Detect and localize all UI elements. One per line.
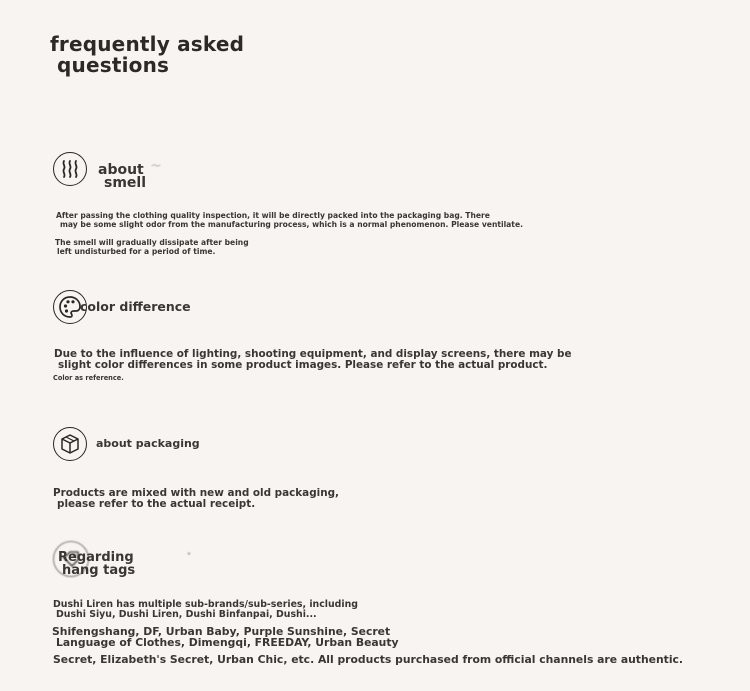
color-paragraph-2: Color as reference. — [53, 374, 124, 382]
page-title-line-2: questions — [57, 53, 170, 77]
tags-paragraph-2-line-2: Language of Clothes, Dimengqi, FREEDAY, Urban Beauty — [56, 636, 399, 649]
smell-paragraph-1-line-1: After passing the clothing quality inspection, it will be directly packed into the packaging bag. There — [56, 211, 490, 220]
section-title-smell-line-2: smell — [104, 175, 147, 191]
tags-paragraph-2 — [52, 626, 399, 648]
packaging-paragraph-1 — [53, 488, 339, 510]
tags-paragraph-1-line-2: Dushi Siyu, Dushi Liren, Dushi Binfanpai, Dushi... — [56, 609, 317, 620]
tags-paragraph-1-line-1: Dushi Liren has multiple sub-brands/sub-series, including — [53, 599, 358, 610]
section-title-hang-tags-line-2: hang tags — [62, 563, 136, 578]
smell-paragraph-2 — [55, 238, 249, 256]
smudge-decoration: ~ — [150, 158, 162, 174]
smell-paragraph-2-line-2: left undisturbed for a period of time. — [57, 247, 216, 256]
smudge-decoration-2: • — [186, 549, 192, 560]
section-title-smell-line-1: about — [98, 162, 144, 178]
section-title-smell — [98, 164, 146, 190]
tags-paragraph-3: Secret, Elizabeth's Secret, Urban Chic, etc. All products purchased from official channels are authentic. — [53, 653, 684, 666]
packaging-paragraph-1-line-1: Products are mixed with new and old packaging, — [53, 487, 339, 499]
tags-paragraph-1 — [53, 600, 358, 620]
tags-paragraph-2-line-1: Shifengshang, DF, Urban Baby, Purple Sunshine, Secret — [52, 625, 391, 638]
packaging-paragraph-1-line-2: please refer to the actual receipt. — [57, 498, 256, 510]
section-title-hang-tags-line-1: Regarding — [58, 550, 134, 565]
color-paragraph-1-line-1: Due to the influence of lighting, shooting equipment, and display screens, there may be — [54, 348, 572, 360]
smell-paragraph-2-line-1: The smell will gradually dissipate after being — [55, 238, 249, 247]
color-paragraph-1 — [54, 349, 572, 371]
section-title-color-difference: color difference — [80, 299, 191, 314]
smell-paragraph-1 — [56, 211, 523, 229]
color-paragraph-1-line-2: slight color differences in some product images. Please refer to the actual product. — [58, 359, 548, 371]
smell-paragraph-1-line-2: may be some slight odor from the manufacturing process, which is a normal phenomenon. Please ventilate. — [60, 220, 523, 229]
section-title-packaging: about packaging — [96, 437, 200, 450]
page-title — [50, 34, 244, 76]
package-box-icon — [53, 427, 87, 461]
section-title-hang-tags — [58, 551, 135, 577]
page-title-line-1: frequently asked — [50, 32, 245, 56]
smell-waves-icon — [53, 152, 87, 186]
